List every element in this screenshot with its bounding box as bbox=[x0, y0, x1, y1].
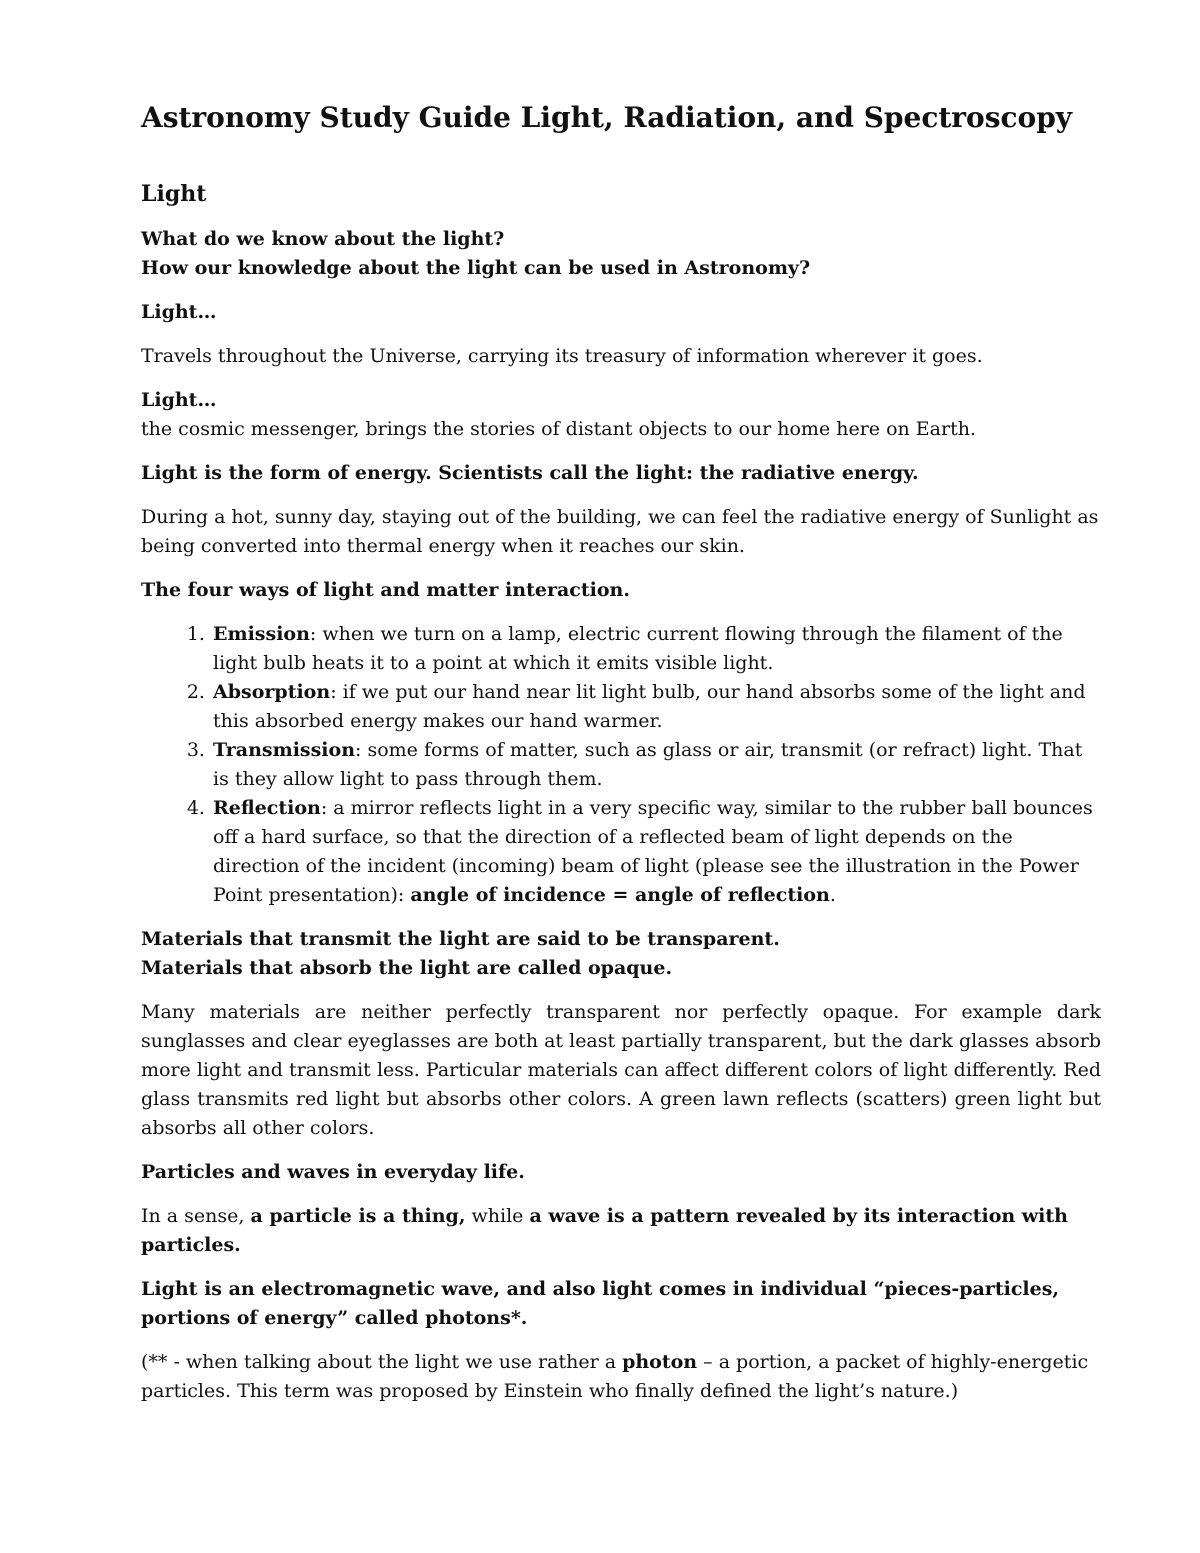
particles-heading: Particles and waves in everyday life. bbox=[141, 1161, 525, 1183]
light-label-2: Light… bbox=[141, 389, 217, 411]
light-text-2: the cosmic messenger, brings the stories of distant objects to our home here on Earth. bbox=[141, 418, 976, 440]
question-1: What do we know about the light? bbox=[141, 228, 505, 250]
document-title: Astronomy Study Guide Light, Radiation, and Spectroscopy bbox=[141, 101, 1073, 134]
wave-definition: a wave is a pattern revealed by its interaction with particles. bbox=[141, 1205, 1068, 1256]
term-description: : a mirror reflects light in a very specific way, similar to the rubber ball bounces off a hard surface, so that the direction of a reflected beam of light depends on the direction of the incident (incoming) beam of light (please see the illustration in the Power Point presentation): bbox=[213, 797, 1093, 906]
section-heading-light: Light bbox=[141, 181, 207, 207]
particle-mid: while bbox=[465, 1205, 530, 1227]
materials-paragraph: Many materials are neither perfectly transparent nor perfectly opaque. For example dark sunglasses and clear eyeglasses are both at least partially transparent, but the dark glasses absorb more light and transmit less. Particular materials can affect different colors of light differently. Red glass transmits red light but absorbs other colors. A green lawn reflects (scatters) green light but absorbs all other colors. bbox=[141, 1001, 1101, 1139]
particle-sentence bbox=[141, 1202, 1101, 1260]
sunny-day-paragraph: During a hot, sunny day, staying out of the building, we can feel the radiative energy of Sunlight as being converted into thermal energy when it reaches our skin. bbox=[141, 506, 1099, 557]
particle-definition: a particle is a thing, bbox=[250, 1205, 466, 1227]
term-description: : some forms of matter, such as glass or air, transmit (or refract) light. That is they allow light to pass through them. bbox=[213, 739, 1083, 790]
photons-statement: Light is an electromagnetic wave, and also light comes in individual “pieces-particles, portions of energy” called photons*. bbox=[141, 1278, 1060, 1329]
footnote-post: – a portion, a packet of highly-energetic particles. This term was proposed by Einstein who finally defined the light’s nature.) bbox=[141, 1351, 1089, 1402]
footnote bbox=[141, 1348, 1101, 1406]
particle-pre: In a sense, bbox=[141, 1205, 251, 1227]
term-description: : if we put our hand near lit light bulb, our hand absorbs some of the light and this absorbed energy makes our hand warmer. bbox=[213, 681, 1086, 732]
opaque-line: Materials that absorb the light are called opaque. bbox=[141, 957, 673, 979]
term-emission: Emission bbox=[213, 623, 310, 645]
list-item bbox=[211, 736, 1101, 794]
document-page bbox=[141, 98, 1101, 1406]
interaction-list bbox=[141, 620, 1101, 910]
footnote-pre: (** - when talking about the light we use rather a bbox=[141, 1351, 623, 1373]
reflection-period: . bbox=[829, 884, 836, 906]
list-item bbox=[211, 794, 1101, 910]
light-label-1: Light… bbox=[141, 301, 217, 323]
light-text-1: Travels throughout the Universe, carrying its treasury of information wherever it goes. bbox=[141, 345, 983, 367]
transparent-line: Materials that transmit the light are said to be transparent. bbox=[141, 928, 780, 950]
term-reflection: Reflection bbox=[213, 797, 321, 819]
term-absorption: Absorption bbox=[213, 681, 331, 703]
question-2: How our knowledge about the light can be used in Astronomy? bbox=[141, 257, 811, 279]
energy-statement: Light is the form of energy. Scientists call the light: the radiative energy. bbox=[141, 462, 919, 484]
reflection-law: angle of incidence = angle of reflection bbox=[410, 884, 830, 906]
term-transmission: Transmission bbox=[213, 739, 356, 761]
list-item bbox=[211, 620, 1101, 678]
list-item bbox=[211, 678, 1101, 736]
interaction-heading: The four ways of light and matter interaction. bbox=[141, 579, 630, 601]
term-description: : when we turn on a lamp, electric current flowing through the filament of the light bulb heats it to a point at which it emits visible light. bbox=[213, 623, 1063, 674]
footnote-term: photon bbox=[622, 1351, 698, 1373]
